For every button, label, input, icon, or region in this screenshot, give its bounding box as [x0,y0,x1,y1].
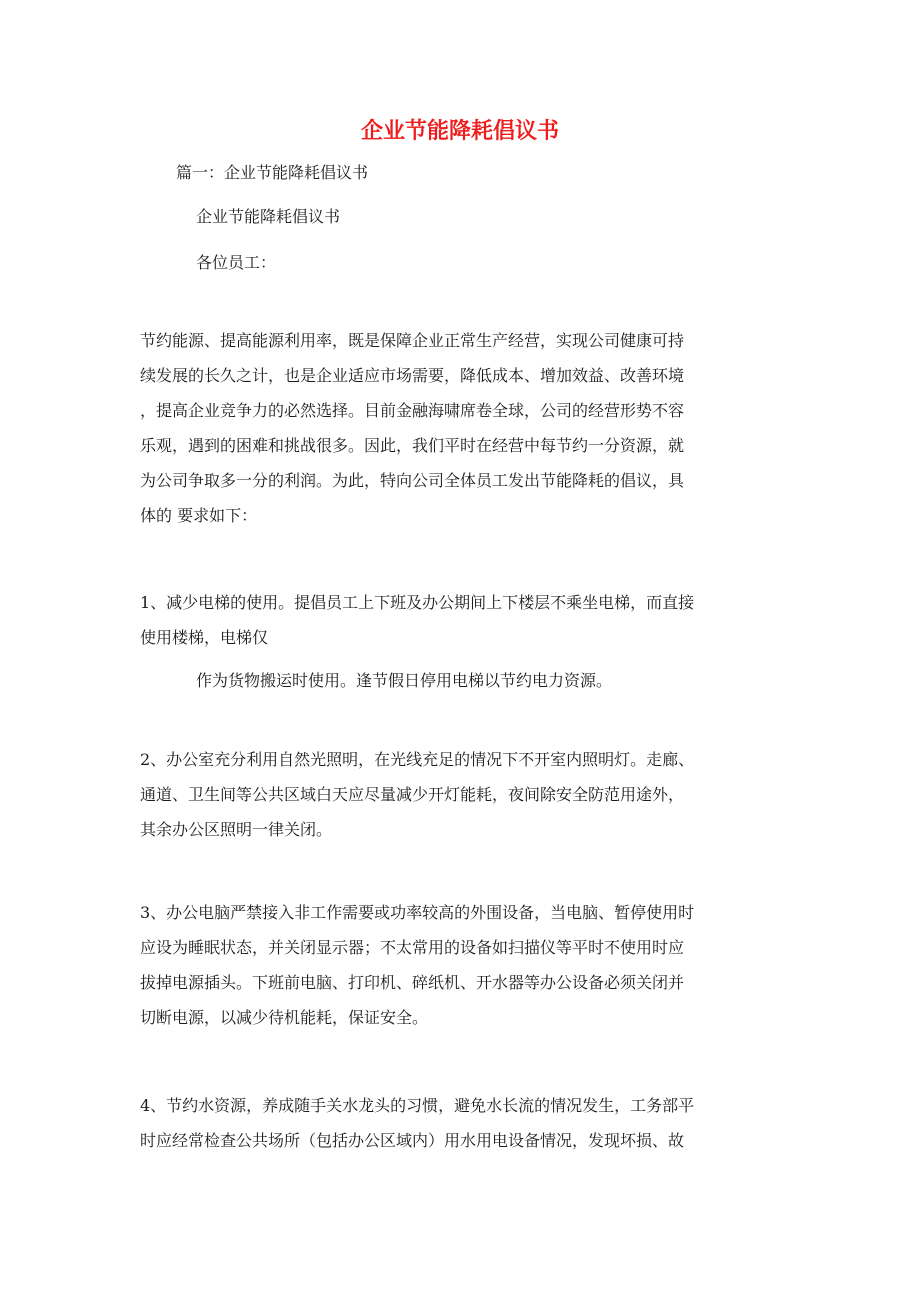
item-2-line: 其余办公区照明一律关闭。 [140,820,333,839]
intro-line: ，提高企业竞争力的必然选择。目前金融海啸席卷全球，公司的经营形势不容 [140,401,685,420]
item-2-paragraph [140,742,780,847]
item-4-line: 4、节约水资源，养成随手关水龙头的习惯，避免水长流的情况发生，工务部平 [140,1096,695,1115]
document-title: 企业节能降耗倡议书 [360,119,559,144]
item-4-line: 时应经常检查公共场所（包括办公区域内）用水用电设备情况，发现坏损、故 [140,1131,685,1150]
intro-line: 续发展的长久之计，也是企业适应市场需要，降低成本、增加效益、改善环境 [140,366,685,385]
item-1-paragraph [140,585,780,655]
subtitle-line: 篇一：企业节能降耗倡议书 [176,163,369,182]
item-3-line: 切断电源，以减少待机能耗，保证安全。 [140,1008,429,1027]
item-2-line: 通道、卫生间等公共区域白天应尽量减少开灯能耗，夜间除安全防范用途外， [140,785,685,804]
item-3-line: 3、办公电脑严禁接入非工作需要或功率较高的外围设备，当电脑、暂停使用时 [140,903,695,922]
item-3-paragraph [140,895,780,1035]
inner-title: 企业节能降耗倡议书 [196,207,341,226]
item-2-line: 2、办公室充分利用自然光照明，在光线充足的情况下不开室内照明灯。走廊、 [140,750,695,769]
intro-line: 乐观，遇到的困难和挑战很多。因此，我们平时在经营中每节约一分资源，就 [140,436,685,455]
item-1-line: 使用楼梯，电梯仅 [140,628,269,647]
intro-line: 节约能源、提高能源利用率，既是保障企业正常生产经营，实现公司健康可持 [140,331,685,350]
item-1-line: 1、减少电梯的使用。提倡员工上下班及办公期间上下楼层不乘坐电梯，而直接 [140,593,695,612]
salutation: 各位员工： [196,253,277,272]
item-3-line: 拔掉电源插头。下班前电脑、打印机、碎纸机、开水器等办公设备必须关闭并 [140,973,685,992]
intro-line: 体的 要求如下： [140,506,258,525]
item-1-continuation: 作为货物搬运时使用。逢节假日停用电梯以节约电力资源。 [196,671,613,690]
item-3-line: 应设为睡眠状态，并关闭显示器；不太常用的设备如扫描仪等平时不使用时应 [140,938,685,957]
intro-line: 为公司争取多一分的利润。为此，特向公司全体员工发出节能降耗的倡议，具 [140,471,685,490]
intro-paragraph [140,323,780,533]
item-4-paragraph [140,1088,780,1158]
